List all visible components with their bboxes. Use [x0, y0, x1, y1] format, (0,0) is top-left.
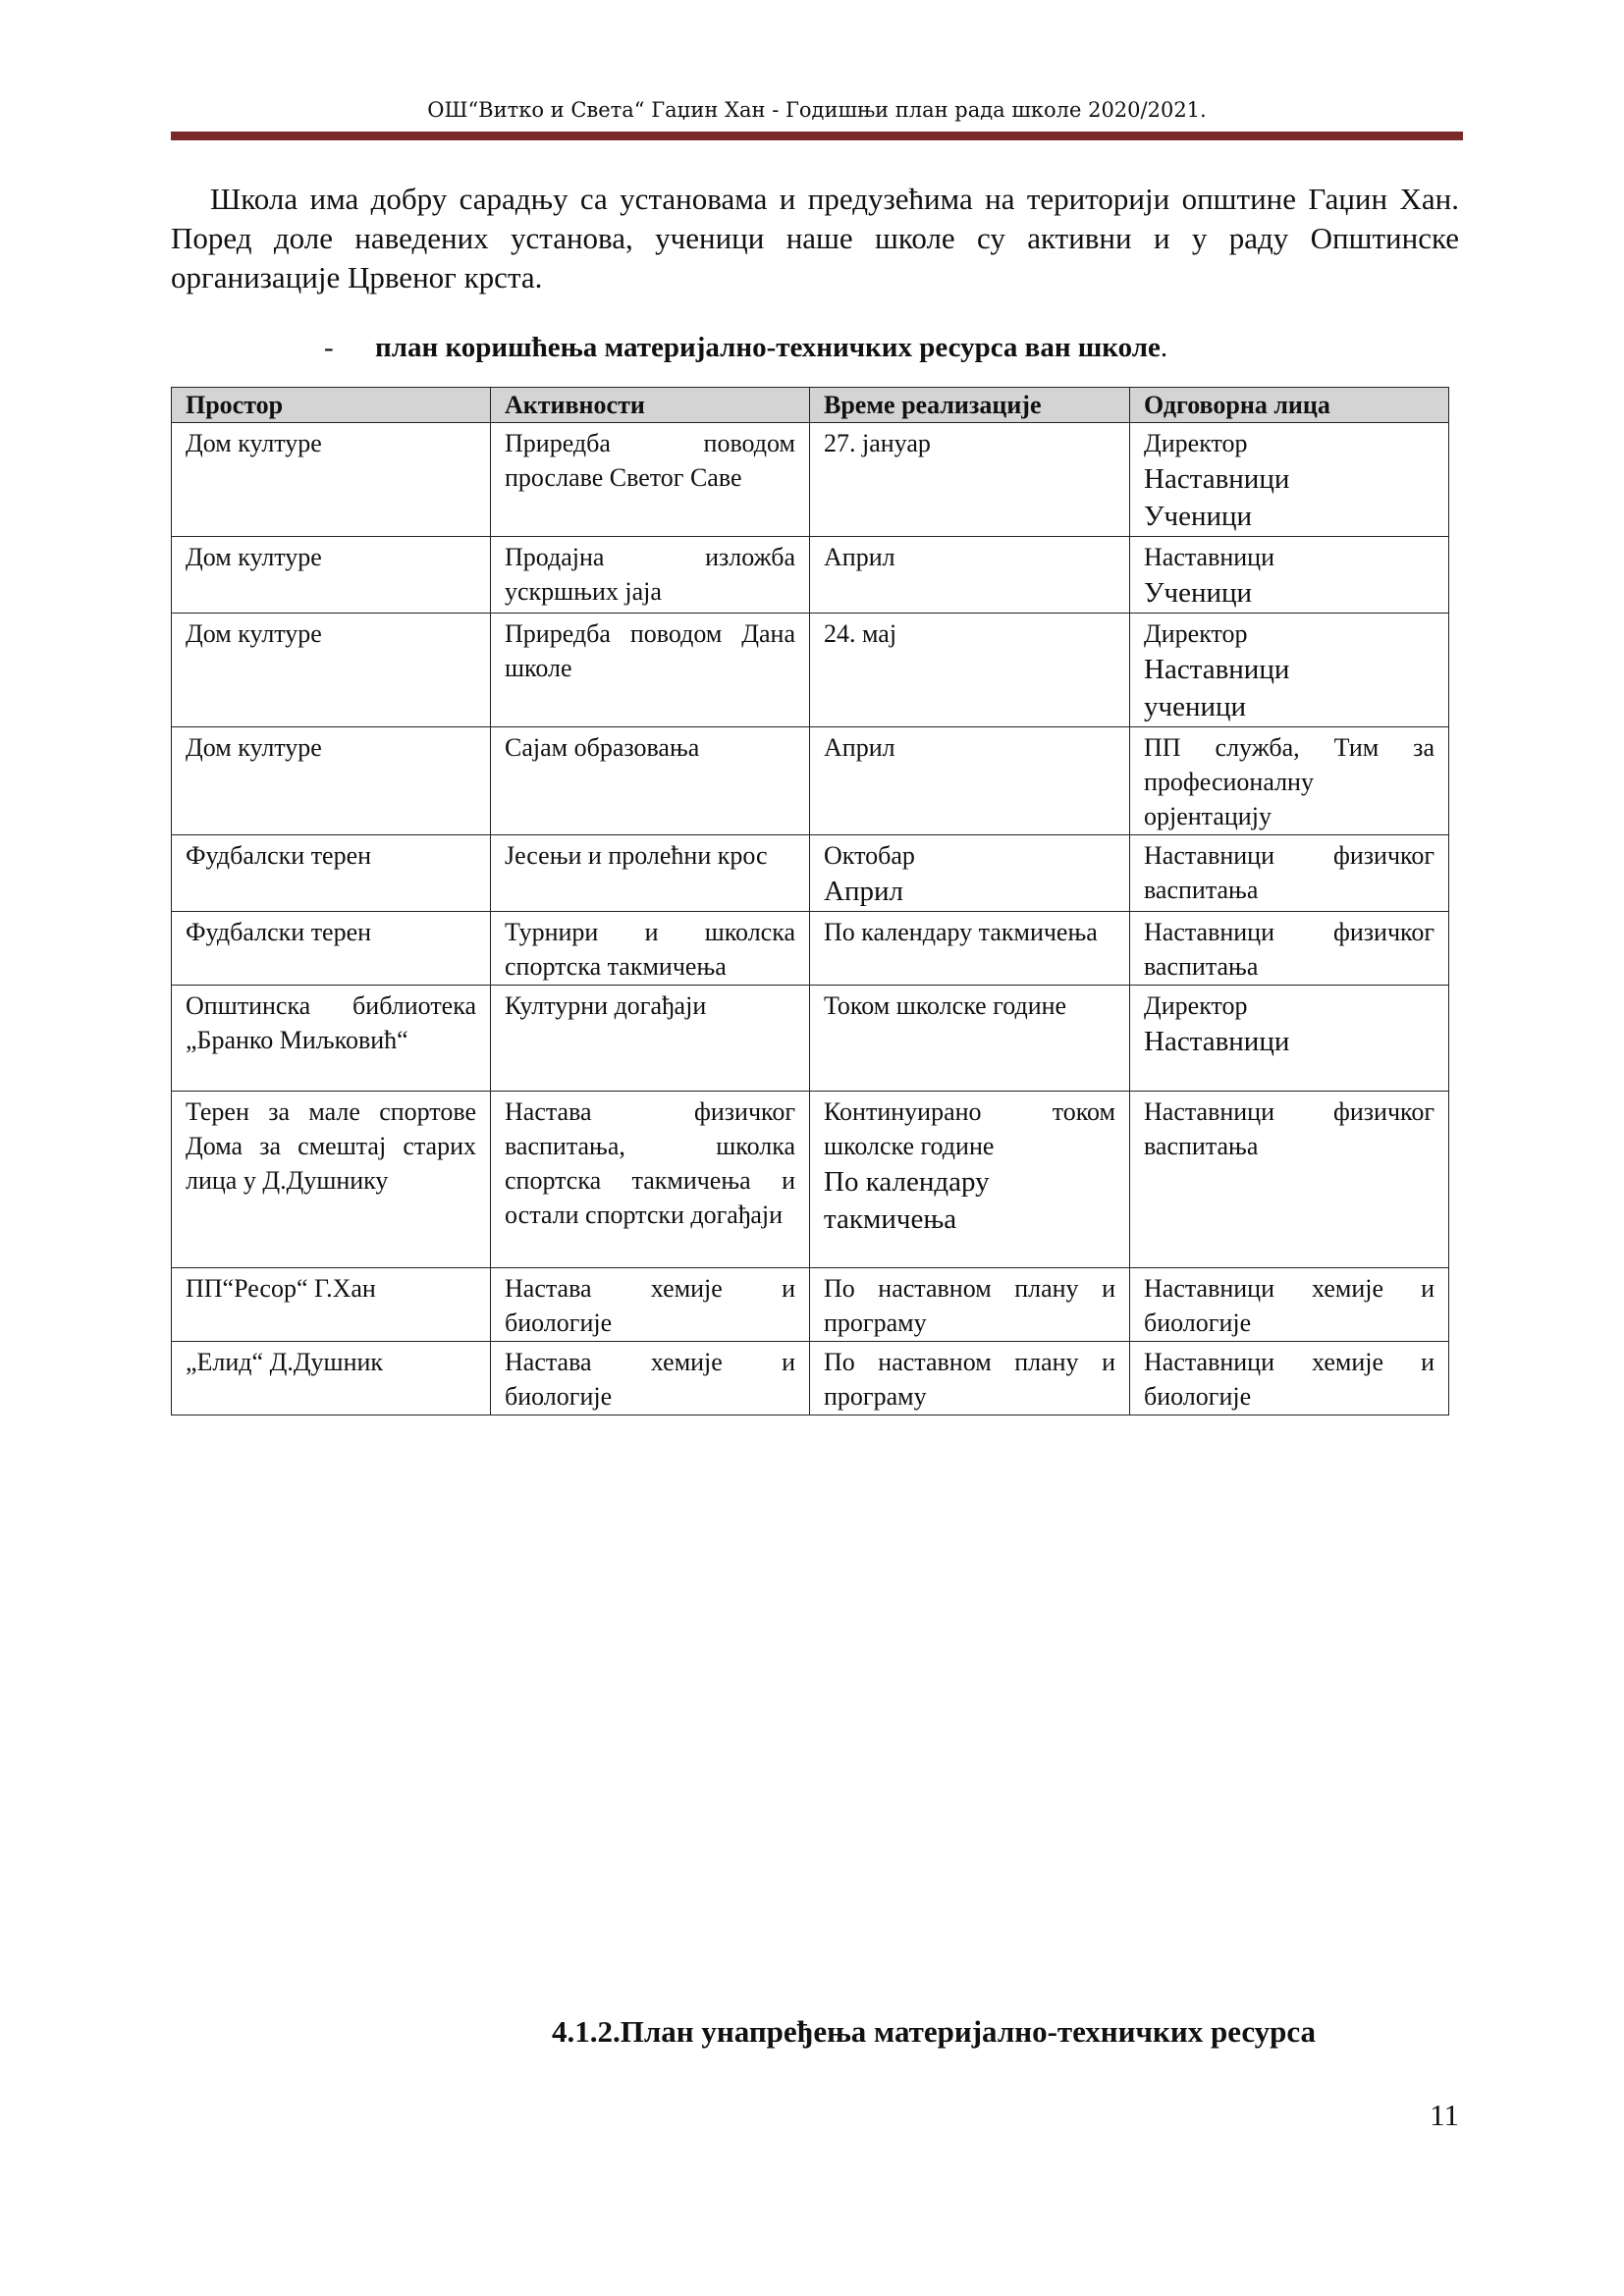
- header-time: Време реализације: [810, 388, 1130, 423]
- section-bullet: -: [324, 332, 334, 363]
- cell-line: Директор: [1144, 429, 1248, 457]
- cell-line: Дом културе: [186, 619, 322, 648]
- table-row: [172, 537, 1449, 614]
- cell-time: [810, 835, 1130, 912]
- page-number: 11: [1430, 2098, 1459, 2132]
- cell-line: Директор: [1144, 991, 1248, 1020]
- section-title: [324, 332, 1167, 364]
- table-row: [172, 1342, 1449, 1415]
- cell-line: Терен за мале спортове Дома за смештај старих лица у Д.Душнику: [186, 1097, 476, 1195]
- cell-line: Приредба поводом прославе Светог Саве: [505, 429, 795, 492]
- cell-line: Дом културе: [186, 543, 322, 571]
- cell-activity: [491, 423, 810, 537]
- cell-time: [810, 986, 1130, 1092]
- cell-line: Април: [824, 543, 895, 571]
- cell-line: Ученици: [1144, 577, 1253, 609]
- page-header-title: ОШ“Витко и Света“ Гаџин Хан - Годишњи план рада школе 2020/2021.: [427, 98, 1207, 122]
- cell-responsible: [1130, 1268, 1449, 1342]
- cell-space: [172, 835, 491, 912]
- table-row: [172, 986, 1449, 1092]
- table-row: [172, 1268, 1449, 1342]
- cell-activity: [491, 912, 810, 986]
- cell-space: [172, 1092, 491, 1268]
- subsection-heading: 4.1.2.План унапређења материјално-техничких ресурса: [552, 2014, 1317, 2049]
- cell-activity: [491, 614, 810, 727]
- cell-activity: [491, 727, 810, 835]
- cell-line: ПП“Ресор“ Г.Хан: [186, 1274, 376, 1303]
- cell-line: Фудбалски терен: [186, 918, 372, 946]
- cell-line: Наставници: [1144, 1026, 1290, 1057]
- cell-time: [810, 614, 1130, 727]
- cell-line: Наставници: [1144, 654, 1290, 685]
- cell-time: [810, 1092, 1130, 1268]
- cell-responsible: [1130, 423, 1449, 537]
- cell-line: Април: [824, 733, 895, 762]
- cell-line: Настава физичког васпитања, школка спортска такмичења и остали спортски догађаји: [505, 1097, 795, 1229]
- cell-line: Наставници: [1144, 463, 1290, 495]
- cell-space: [172, 986, 491, 1092]
- cell-line: Јесењи и пролећни крос: [505, 841, 768, 870]
- cell-line: Наставници хемије и биологије: [1144, 1274, 1435, 1337]
- cell-line: Април: [824, 876, 903, 907]
- cell-responsible: [1130, 835, 1449, 912]
- table-row: [172, 614, 1449, 727]
- cell-line: Продајна изложба ускршњих јаја: [505, 543, 795, 606]
- table-row: [172, 1092, 1449, 1268]
- cell-line: Наставници физичког васпитања: [1144, 918, 1435, 981]
- cell-activity: [491, 1342, 810, 1415]
- cell-activity: [491, 1092, 810, 1268]
- cell-line: ученици: [1144, 691, 1247, 722]
- cell-line: „Елид“ Д.Душник: [186, 1348, 384, 1376]
- cell-line: Дом културе: [186, 429, 322, 457]
- cell-line: Током школске године: [824, 991, 1067, 1020]
- cell-space: [172, 912, 491, 986]
- cell-line: По наставном плану и програму: [824, 1274, 1115, 1337]
- cell-line: Октобар: [824, 841, 915, 870]
- cell-space: [172, 614, 491, 727]
- cell-line: По календару такмичења: [824, 1166, 990, 1235]
- cell-line: Сајам образовања: [505, 733, 700, 762]
- cell-responsible: [1130, 912, 1449, 986]
- cell-space: [172, 1342, 491, 1415]
- cell-line: 27. јануар: [824, 429, 931, 457]
- cell-time: [810, 727, 1130, 835]
- cell-space: [172, 727, 491, 835]
- table-row: [172, 835, 1449, 912]
- cell-space: [172, 1268, 491, 1342]
- cell-time: [810, 537, 1130, 614]
- header-responsible: Одговорна лица: [1130, 388, 1449, 423]
- cell-line: Приредба поводом Дана школе: [505, 619, 795, 682]
- cell-line: Наставници физичког васпитања: [1144, 1097, 1435, 1160]
- table-header-row: [172, 388, 1449, 423]
- cell-line: По наставном плану и програму: [824, 1348, 1115, 1411]
- cell-responsible: [1130, 727, 1449, 835]
- cell-line: Ученици: [1144, 501, 1253, 532]
- section-title-end: .: [1160, 332, 1168, 363]
- cell-line: 24. мај: [824, 619, 897, 648]
- header-space: Простор: [172, 388, 491, 423]
- resources-table: [171, 387, 1449, 1415]
- cell-line: Наставници физичког васпитања: [1144, 841, 1435, 904]
- cell-line: Настава хемије и биологије: [505, 1274, 795, 1337]
- cell-line: Дом културе: [186, 733, 322, 762]
- cell-line: Континуирано током школске године: [824, 1097, 1115, 1160]
- cell-line: ПП служба, Тим за професионалну орјентацију: [1144, 733, 1435, 830]
- cell-activity: [491, 1268, 810, 1342]
- cell-responsible: [1130, 537, 1449, 614]
- cell-time: [810, 423, 1130, 537]
- header-rule: [171, 132, 1463, 140]
- cell-activity: [491, 537, 810, 614]
- cell-line: По календару такмичења: [824, 918, 1098, 946]
- cell-line: Наставници: [1144, 543, 1275, 571]
- cell-line: Наставници хемије и биологије: [1144, 1348, 1435, 1411]
- cell-line: Настава хемије и биологије: [505, 1348, 795, 1411]
- section-title-text: план коришћења материјално-техничких ресурса ван школе: [375, 332, 1161, 363]
- header-activity: Активности: [491, 388, 810, 423]
- cell-activity: [491, 986, 810, 1092]
- cell-line: Турнири и школска спортска такмичења: [505, 918, 795, 981]
- cell-space: [172, 537, 491, 614]
- cell-responsible: [1130, 614, 1449, 727]
- cell-time: [810, 1268, 1130, 1342]
- cell-responsible: [1130, 986, 1449, 1092]
- cell-responsible: [1130, 1092, 1449, 1268]
- cell-time: [810, 1342, 1130, 1415]
- table-row: [172, 912, 1449, 986]
- cell-activity: [491, 835, 810, 912]
- intro-paragraph: Школа има добру сарадњу са установама и предузећима на територији општине Гаџин Хан. Поред доле наведених установа, ученици наше школе су активни и у раду Општинске организације Црвеног крста.: [171, 182, 1459, 294]
- cell-time: [810, 912, 1130, 986]
- cell-line: Фудбалски терен: [186, 841, 372, 870]
- cell-line: Културни догађаји: [505, 991, 707, 1020]
- table-row: [172, 423, 1449, 537]
- cell-space: [172, 423, 491, 537]
- cell-line: Општинска библиотека „Бранко Миљковић“: [186, 991, 476, 1054]
- cell-line: Директор: [1144, 619, 1248, 648]
- cell-responsible: [1130, 1342, 1449, 1415]
- table-row: [172, 727, 1449, 835]
